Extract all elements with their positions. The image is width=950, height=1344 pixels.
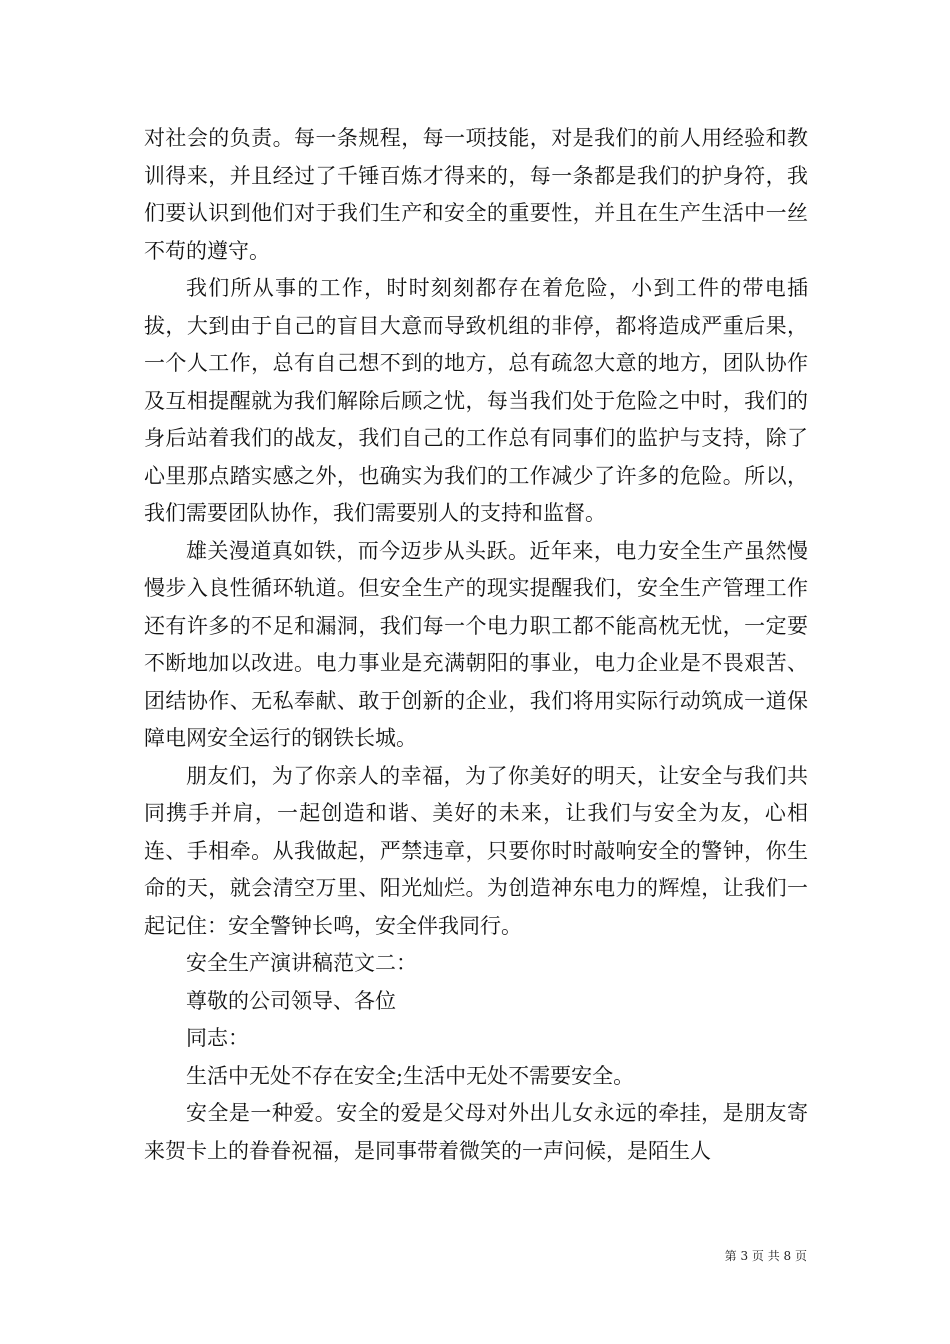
paragraph-2: 我们所从事的工作，时时刻刻都存在着危险，小到工件的带电插拔，大到由于自己的盲目大意而导致机组的非停，都将造成严重后果，一个人工作，总有自己想不到的地方，总有疏忽大意的地方，团队协作及互相提醒就为我们解除后顾之忧，每当我们处于危险之中时，我们的身后站着我们的战友，我们自己的工作总有同事们的监护与支持，除了心里那点踏实感之外，也确实为我们的工作减少了许多的危险。所以，我们需要团队协作，我们需要别人的支持和监督。 <box>144 276 808 525</box>
paragraph-5: 生活中无处不存在安全;生活中无处不需要安全。 <box>186 1063 635 1088</box>
salutation-line-1: 尊敬的公司领导、各位 <box>186 988 396 1013</box>
page-number-footer: 第 3 页 共 8 页 <box>724 1249 807 1263</box>
section-heading: 安全生产演讲稿范文二： <box>186 951 417 975</box>
paragraph-6: 安全是一种爱。安全的爱是父母对外出儿女永远的牵挂，是朋友寄来贺卡上的眷眷祝福，是同事带着微笑的一声问候，是陌生人 <box>144 1101 808 1163</box>
paragraph-1: 对社会的负责。每一条规程，每一项技能，对是我们的前人用经验和教训得来，并且经过了千锤百炼才得来的，每一条都是我们的护身符，我们要认识到他们对于我们生产和安全的重要性，并且在生产生活中一丝不苟的遵守。 <box>144 126 808 263</box>
salutation-line-2: 同志： <box>186 1026 249 1050</box>
document-body <box>144 120 808 1170</box>
paragraph-3: 雄关漫道真如铁，而今迈步从头跃。近年来，电力安全生产虽然慢慢步入良性循环轨道。但安全生产的现实提醒我们，安全生产管理工作还有许多的不足和漏洞，我们每一个电力职工都不能高枕无忧，一定要不断地加以改进。电力事业是充满朝阳的事业，电力企业是不畏艰苦、团结协作、无私奉献、敢于创新的企业，我们将用实际行动筑成一道保障电网安全运行的钢铁长城。 <box>144 538 808 750</box>
paragraph-4: 朋友们，为了你亲人的幸福，为了你美好的明天，让安全与我们共同携手并肩，一起创造和谐、美好的未来，让我们与安全为友，心相连、手相牵。从我做起，严禁违章，只要你时时敲响安全的警钟，你生命的天，就会清空万里、阳光灿烂。为创造神东电力的辉煌，让我们一起记住：安全警钟长鸣，安全伴我同行。 <box>144 763 808 938</box>
